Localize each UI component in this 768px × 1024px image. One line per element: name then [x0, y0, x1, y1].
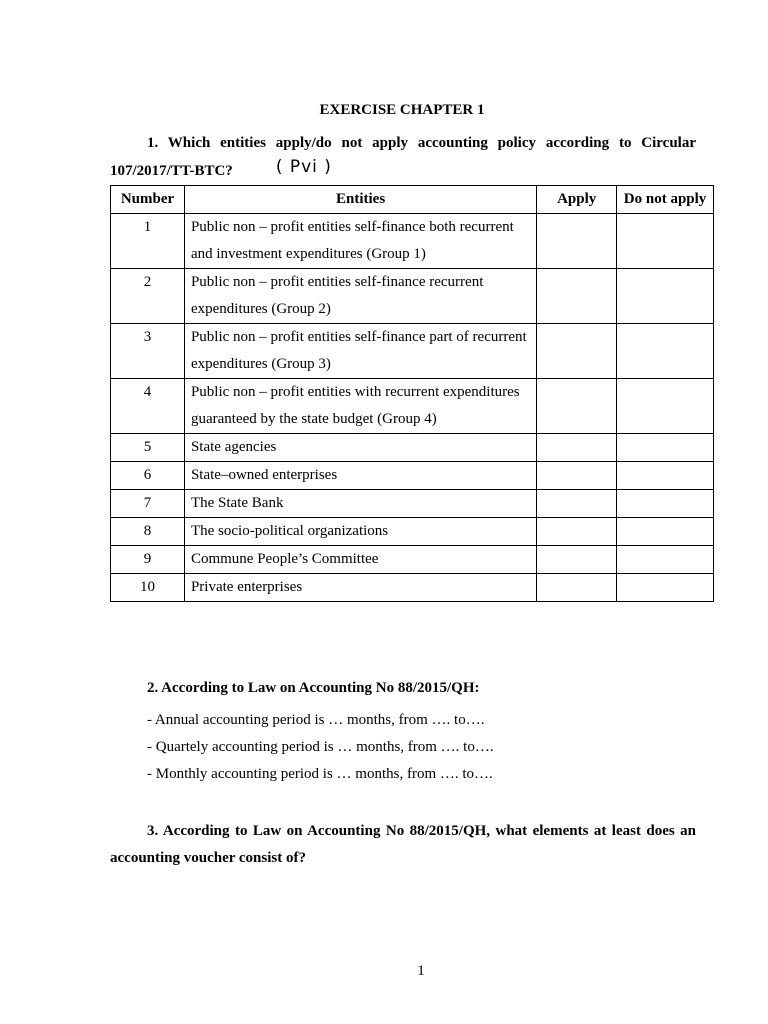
- apply-cell[interactable]: [537, 490, 617, 518]
- row-number: 2: [111, 269, 185, 324]
- page-number: 1: [417, 963, 425, 979]
- do-not-apply-cell[interactable]: [617, 379, 714, 434]
- table-row: [111, 546, 714, 574]
- row-number: 1: [111, 214, 185, 269]
- header-do-not-apply: Do not apply: [617, 186, 714, 214]
- page-title: EXERCISE CHAPTER 1: [319, 102, 485, 118]
- do-not-apply-cell[interactable]: [617, 518, 714, 546]
- table-row: [111, 518, 714, 546]
- row-number: 4: [111, 379, 185, 434]
- question-1-text: 1. Which entities apply/do not apply accounting policy according to Circular 107/2017/TT-BTC?: [110, 135, 696, 179]
- row-number: 8: [111, 518, 185, 546]
- row-number: 6: [111, 462, 185, 490]
- row-entity: Private enterprises: [184, 574, 536, 602]
- apply-cell[interactable]: [537, 214, 617, 269]
- row-number: 10: [111, 574, 185, 602]
- apply-cell[interactable]: [537, 379, 617, 434]
- table-row: [111, 490, 714, 518]
- table-row: [111, 434, 714, 462]
- question-1: [110, 130, 696, 185]
- row-number: 9: [111, 546, 185, 574]
- row-entity: Public non – profit entities self-finance part of recurrent expenditures (Group 3): [184, 324, 536, 379]
- row-number: 5: [111, 434, 185, 462]
- row-entity: The socio-political organizations: [184, 518, 536, 546]
- do-not-apply-cell[interactable]: [617, 214, 714, 269]
- apply-cell[interactable]: [537, 518, 617, 546]
- row-entity: State–owned enterprises: [184, 462, 536, 490]
- question-3: 3. According to Law on Accounting No 88/2015/QH, what elements at least does an accounting voucher consist of?: [110, 823, 696, 866]
- quarterly-period-line: - Quartely accounting period is … months, from …. to….: [147, 739, 494, 755]
- table-header-row: [111, 186, 714, 214]
- entities-table: [110, 185, 714, 602]
- table-row: [111, 462, 714, 490]
- annual-period-line: - Annual accounting period is … months, from …. to….: [147, 712, 485, 728]
- row-entity: Public non – profit entities with recurrent expenditures guaranteed by the state budget (Group 4): [184, 379, 536, 434]
- row-entity: The State Bank: [184, 490, 536, 518]
- do-not-apply-cell[interactable]: [617, 462, 714, 490]
- row-entity: State agencies: [184, 434, 536, 462]
- row-entity: Public non – profit entities self-finance recurrent expenditures (Group 2): [184, 269, 536, 324]
- table-row: [111, 379, 714, 434]
- header-number: Number: [111, 186, 185, 214]
- table-row: [111, 324, 714, 379]
- table-row: [111, 574, 714, 602]
- header-apply: Apply: [537, 186, 617, 214]
- monthly-period-line: - Monthly accounting period is … months, from …. to….: [147, 766, 493, 782]
- do-not-apply-cell[interactable]: [617, 269, 714, 324]
- row-entity: Commune People’s Committee: [184, 546, 536, 574]
- table-row: [111, 269, 714, 324]
- row-number: 3: [111, 324, 185, 379]
- apply-cell[interactable]: [537, 462, 617, 490]
- row-number: 7: [111, 490, 185, 518]
- do-not-apply-cell[interactable]: [617, 490, 714, 518]
- apply-cell[interactable]: [537, 546, 617, 574]
- do-not-apply-cell[interactable]: [617, 546, 714, 574]
- do-not-apply-cell[interactable]: [617, 324, 714, 379]
- apply-cell[interactable]: [537, 434, 617, 462]
- row-entity: Public non – profit entities self-finance both recurrent and investment expenditures (Group 1): [184, 214, 536, 269]
- do-not-apply-cell[interactable]: [617, 434, 714, 462]
- header-entities: Entities: [184, 186, 536, 214]
- do-not-apply-cell[interactable]: [617, 574, 714, 602]
- apply-cell[interactable]: [537, 574, 617, 602]
- apply-cell[interactable]: [537, 269, 617, 324]
- handwritten-annotation: ( Pvi ): [275, 157, 332, 177]
- apply-cell[interactable]: [537, 324, 617, 379]
- table-row: [111, 214, 714, 269]
- question-2-heading: 2. According to Law on Accounting No 88/2015/QH:: [147, 680, 480, 696]
